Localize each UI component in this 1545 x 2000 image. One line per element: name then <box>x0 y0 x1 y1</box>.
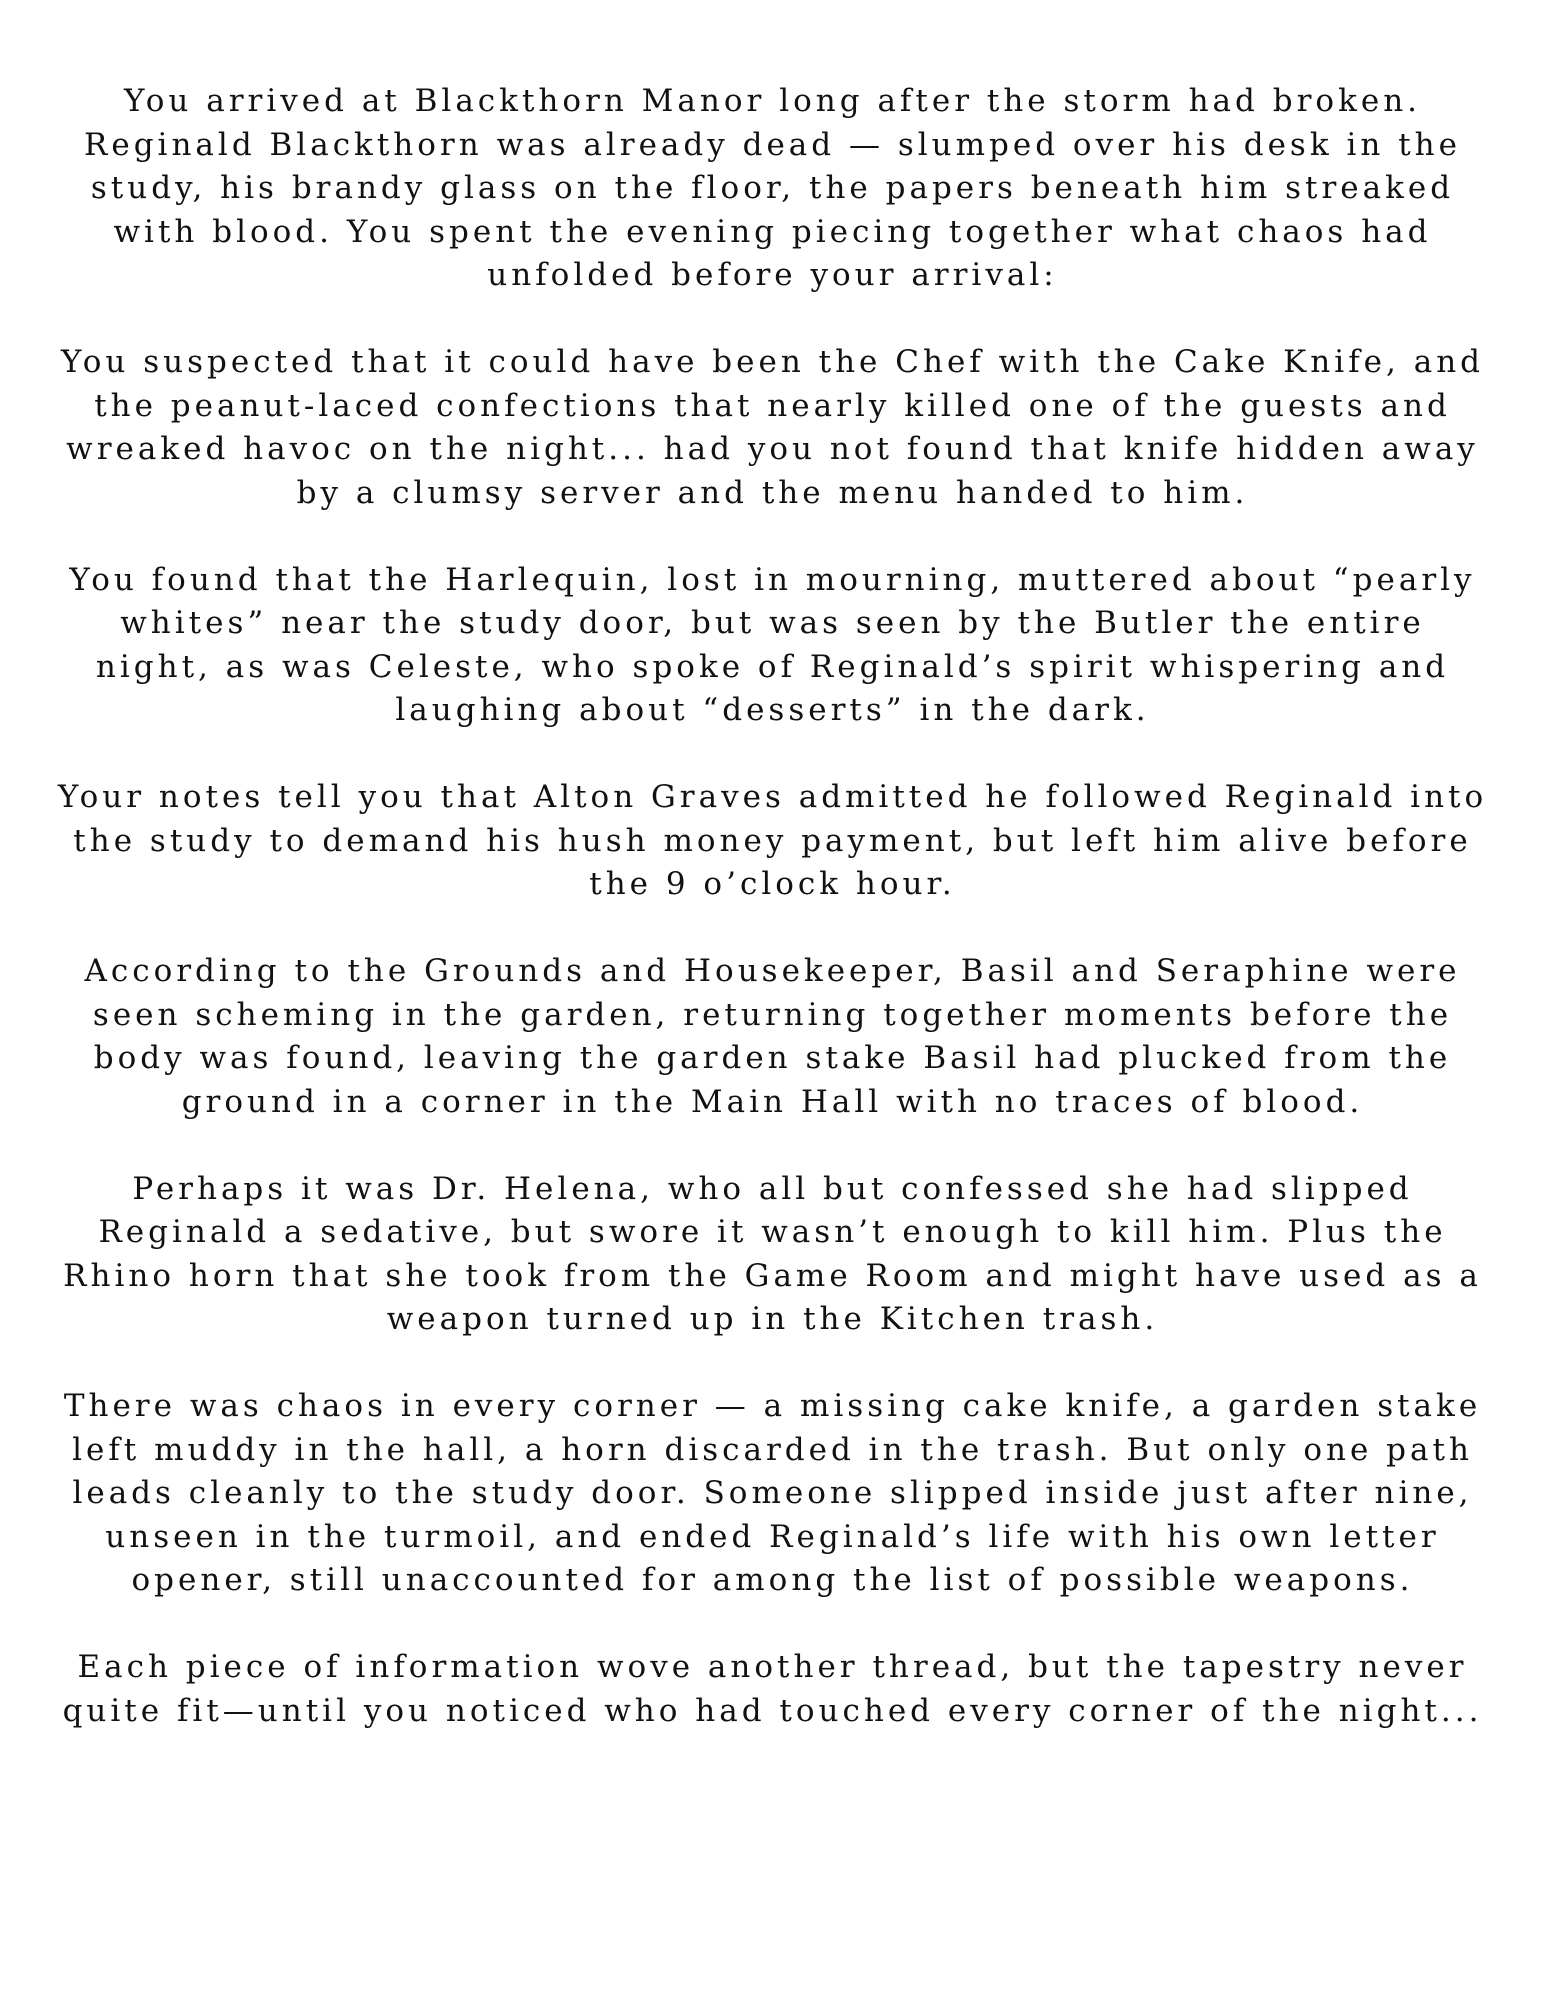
paragraph-harlequin: You found that the Harlequin, lost in mourning, muttered about “pearly whites” near the study door, but was seen by the Butler the entire night, as was Celeste, who spoke of Reginald’s spirit whispering and laughing about “desserts” in the dark. <box>69 561 1476 728</box>
paragraph-conclusion: Each piece of information wove another thread, but the tapestry never quite fit—until you noticed who had touched every corner of the night... <box>62 1649 1483 1729</box>
story-page <box>0 80 1545 1733</box>
paragraph-alton-graves: Your notes tell you that Alton Graves admitted he followed Reginald into the study to demand his hush money payment, but left him alive before the 9 o’clock hour. <box>57 779 1488 902</box>
paragraph-dr-helena: Perhaps it was Dr. Helena, who all but confessed she had slipped Reginald a sedative, but swore it wasn’t enough to kill him. Plus the Rhino horn that she took from the Game Room and might have used as a weapon turned up in the Kitchen trash. <box>63 1170 1482 1337</box>
paragraph-chef: You suspected that it could have been the Chef with the Cake Knife, and the peanut-laced confections that nearly killed one of the guests and wreaked havoc on the night... had you not found that knife hidden away by a clumsy server and the menu handed to him. <box>60 344 1485 511</box>
paragraph-basil-seraphine: According to the Grounds and Housekeeper, Basil and Seraphine were seen scheming in the garden, returning together moments before the body was found, leaving the garden stake Basil had plucked from the ground in a corner in the Main Hall with no traces of blood. <box>84 953 1461 1120</box>
paragraph-chaos: There was chaos in every corner — a missing cake knife, a garden stake left muddy in the hall, a horn discarded in the trash. But only one path leads cleanly to the study door. Someone slipped inside just after nine, unseen in the turmoil, and ended Reginald’s life with his own letter opener, still unaccounted for among the list of possible weapons. <box>63 1388 1482 1598</box>
paragraph-arrival: You arrived at Blackthorn Manor long after the storm had broken. Reginald Blackthorn was already dead — slumped over his desk in the study, his brandy glass on the floor, the papers beneath him streaked with blood. You spent the evening piecing together what chaos had unfolded before your arrival: <box>84 83 1461 293</box>
